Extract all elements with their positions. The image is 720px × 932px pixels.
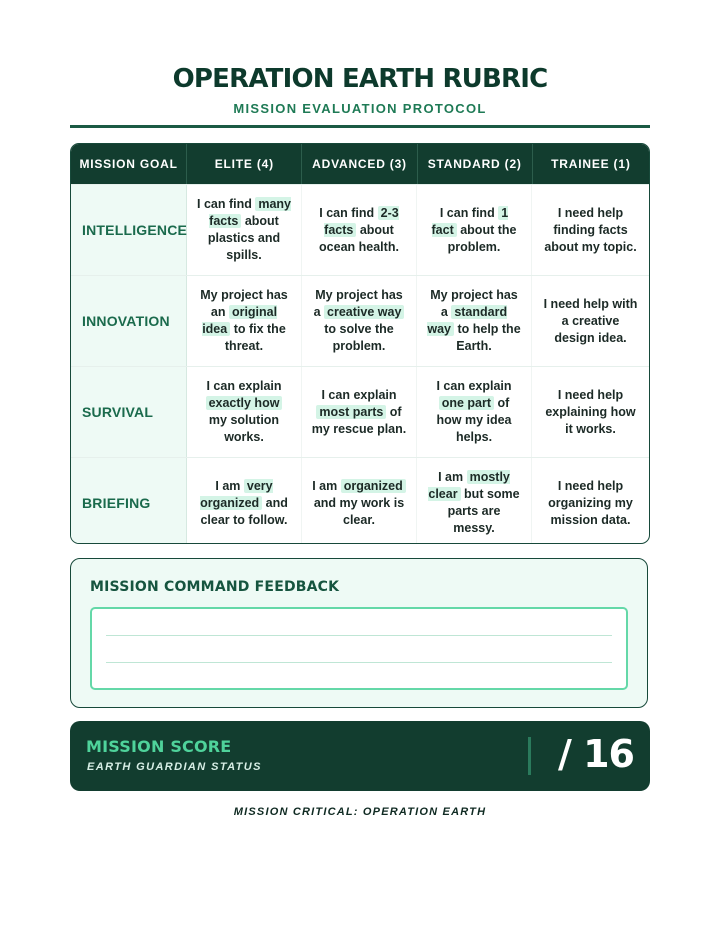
rubric-cell: I need help finding facts about my topic. [544,205,637,254]
table-header [71,144,649,184]
score-title: MISSION SCORE [86,737,232,756]
highlight-text: many facts [209,197,291,228]
writing-line [106,662,612,663]
score-value: / 16 [558,732,634,776]
rubric-cell: I can explain one part of how my idea helps. [417,367,532,457]
page-title: OPERATION EARTH RUBRIC [172,64,548,94]
highlight-text: 2-3 facts [324,205,399,237]
page-subtitle: MISSION EVALUATION PROTOCOL [233,101,487,116]
rubric-cell: My project has a standard way to help the Earth. [417,276,532,366]
highlight-text: creative way [324,305,404,319]
mission-goal-label: BRIEFING [71,458,187,544]
column-header-advanced: ADVANCED (3) [302,144,417,184]
rubric-cell: I need help organizing my mission data. [548,478,633,527]
rubric-cell: I can find 1 fact about the problem. [417,185,532,275]
column-header-standard: STANDARD (2) [418,144,533,184]
table-row [71,457,649,544]
title-divider [70,125,650,128]
highlight-text: 1 fact [431,205,509,237]
highlight-text: very organized [200,478,273,510]
rubric-cell: I can find many facts about plastics and spills. [187,185,302,275]
rubric-cell: I am very organized and clear to follow. [187,458,302,544]
rubric-cell: I need help explaining how it works. [545,387,636,436]
column-header-trainee: TRAINEE (1) [551,157,631,171]
rubric-cell: I am mostly clear but some parts are messy. [417,458,532,544]
highlight-text: one part [439,396,494,410]
highlight-text: most parts [316,405,386,419]
feedback-input-box[interactable] [90,607,628,690]
footer-text: MISSION CRITICAL: OPERATION EARTH [233,806,487,818]
column-header-goal: MISSION GOAL [71,144,187,184]
rubric-cell: I can explain exactly how my solution works. [187,367,302,457]
mission-goal-label: SURVIVAL [71,367,187,457]
rubric-cell: I can explain most parts of my rescue plan. [302,367,417,457]
mission-goal-label: INNOVATION [71,276,187,366]
highlight-text: standard way [427,305,508,336]
rubric-cell: My project has an original idea to fix the threat. [187,276,302,366]
column-header-elite: ELITE (4) [187,144,302,184]
score-panel [70,721,650,791]
mission-goal-label: INTELLIGENCE [71,185,187,275]
highlight-text: mostly clear [428,470,510,501]
feedback-panel [70,558,648,708]
writing-line [106,635,612,636]
rubric-cell: I am organized and my work is clear. [302,458,417,544]
rubric-cell: My project has a creative way to solve the problem. [302,276,417,366]
score-divider [528,737,531,775]
highlight-text: original idea [202,305,278,336]
table-row [71,275,649,366]
rubric-table [70,143,650,544]
feedback-title: MISSION COMMAND FEEDBACK [90,579,340,595]
table-row [71,184,649,275]
table-row [71,366,649,457]
rubric-cell: I can find 2-3 facts about ocean health. [302,185,417,275]
highlight-text: organized [341,479,406,493]
rubric-cell: I need help with a creative design idea. [543,296,638,345]
score-subtitle: EARTH GUARDIAN STATUS [87,761,262,773]
highlight-text: exactly how [206,396,283,410]
